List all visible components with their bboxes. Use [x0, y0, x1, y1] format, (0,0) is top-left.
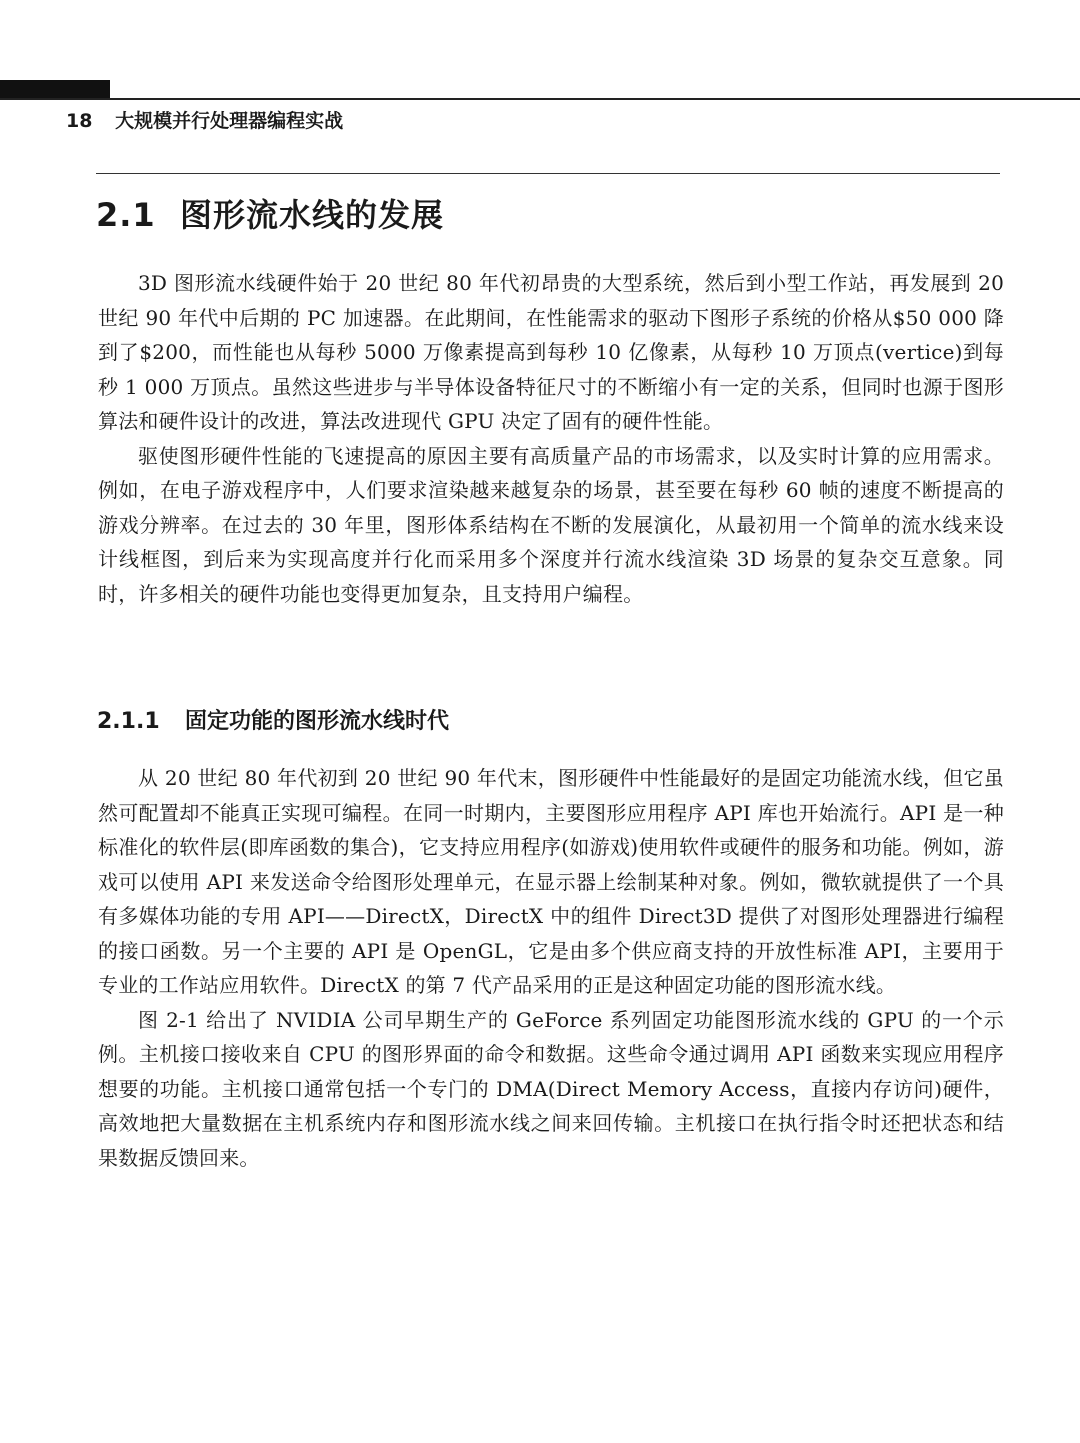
title-rule	[96, 173, 1000, 174]
header-rule	[0, 98, 1080, 100]
section-body	[98, 266, 1004, 611]
section-number: 2.1	[96, 196, 156, 234]
paragraph: 驱使图形硬件性能的飞速提高的原因主要有高质量产品的市场需求，以及实时计算的应用需求。例如，在电子游戏程序中，人们要求渲染越来越复杂的场景，甚至要在每秒 60 帧的速度不断提高的游戏分辨率。在过去的 30 年里，图形体系结构在不断的发展演化，从最初用一个简单的流水线来设计线框图，到后来为实现高度并行化而采用多个深度并行流水线渲染 3D 场景的复杂交互意象。同时，许多相关的硬件功能也变得更加复杂，且支持用户编程。	[98, 443, 1004, 606]
section-title: 图形流水线的发展	[180, 196, 445, 234]
page-number: 18	[66, 110, 93, 132]
subsection-heading	[97, 704, 449, 735]
section-heading	[96, 190, 444, 236]
paragraph: 3D 图形流水线硬件始于 20 世纪 80 年代初昂贵的大型系统，然后到小型工作站，再发展到 20 世纪 90 年代中后期的 PC 加速器。在此期间，在性能需求的驱动下图形子系统的价格从$50 000 降到了$200，而性能也从每秒 5000 万像素提高到每秒 10 亿像素，从每秒 10 万顶点(vertice)到每秒 1 000 万顶点。虽然这些进步与半导体设备特征尺寸的不断缩小有一定的关系，但同时也源于图形算法和硬件设计的改进，算法改进现代 GPU 决定了固有的硬件性能。	[98, 271, 1004, 433]
paragraph: 图 2-1 给出了 NVIDIA 公司早期生产的 GeForce 系列固定功能图形流水线的 GPU 的一个示例。主机接口接收来自 CPU 的图形界面的命令和数据。这些命令通过调用 API 函数来实现应用程序想要的功能。主机接口通常包括一个专门的 DMA(Direct Memory Access，直接内存访问)硬件，高效地把大量数据在主机系统内存和图形流水线之间来回传输。主机接口在执行指令时还把状态和结果数据反馈回来。	[98, 1007, 1004, 1170]
header-tab-block	[0, 80, 110, 100]
book-title: 大规模并行处理器编程实战	[115, 110, 344, 132]
paragraph: 从 20 世纪 80 年代初到 20 世纪 90 年代末，图形硬件中性能最好的是固定功能流水线，但它虽然可配置却不能真正实现可编程。在同一时期内，主要图形应用程序 API 库也开始流行。API 是一种标准化的软件层(即库函数的集合)，它支持应用程序(如游戏)使用软件或硬件的服务和功能。例如，游戏可以使用 API 来发送命令给图形处理单元，在显示器上绘制某种对象。例如，微软就提供了一个具有多媒体功能的专用 API——DirectX，DirectX 中的组件 Direct3D 提供了对图形处理器进行编程的接口函数。另一个主要的 API 是 OpenGL，它是由多个供应商支持的开放性标准 API，主要用于专业的工作站应用软件。DirectX 的第 7 代产品采用的正是这种固定功能的图形流水线。	[98, 766, 1004, 997]
subsection-number: 2.1.1	[97, 709, 160, 734]
subsection-body	[98, 761, 1004, 1175]
running-head	[66, 106, 343, 133]
subsection-title: 固定功能的图形流水线时代	[185, 709, 450, 734]
